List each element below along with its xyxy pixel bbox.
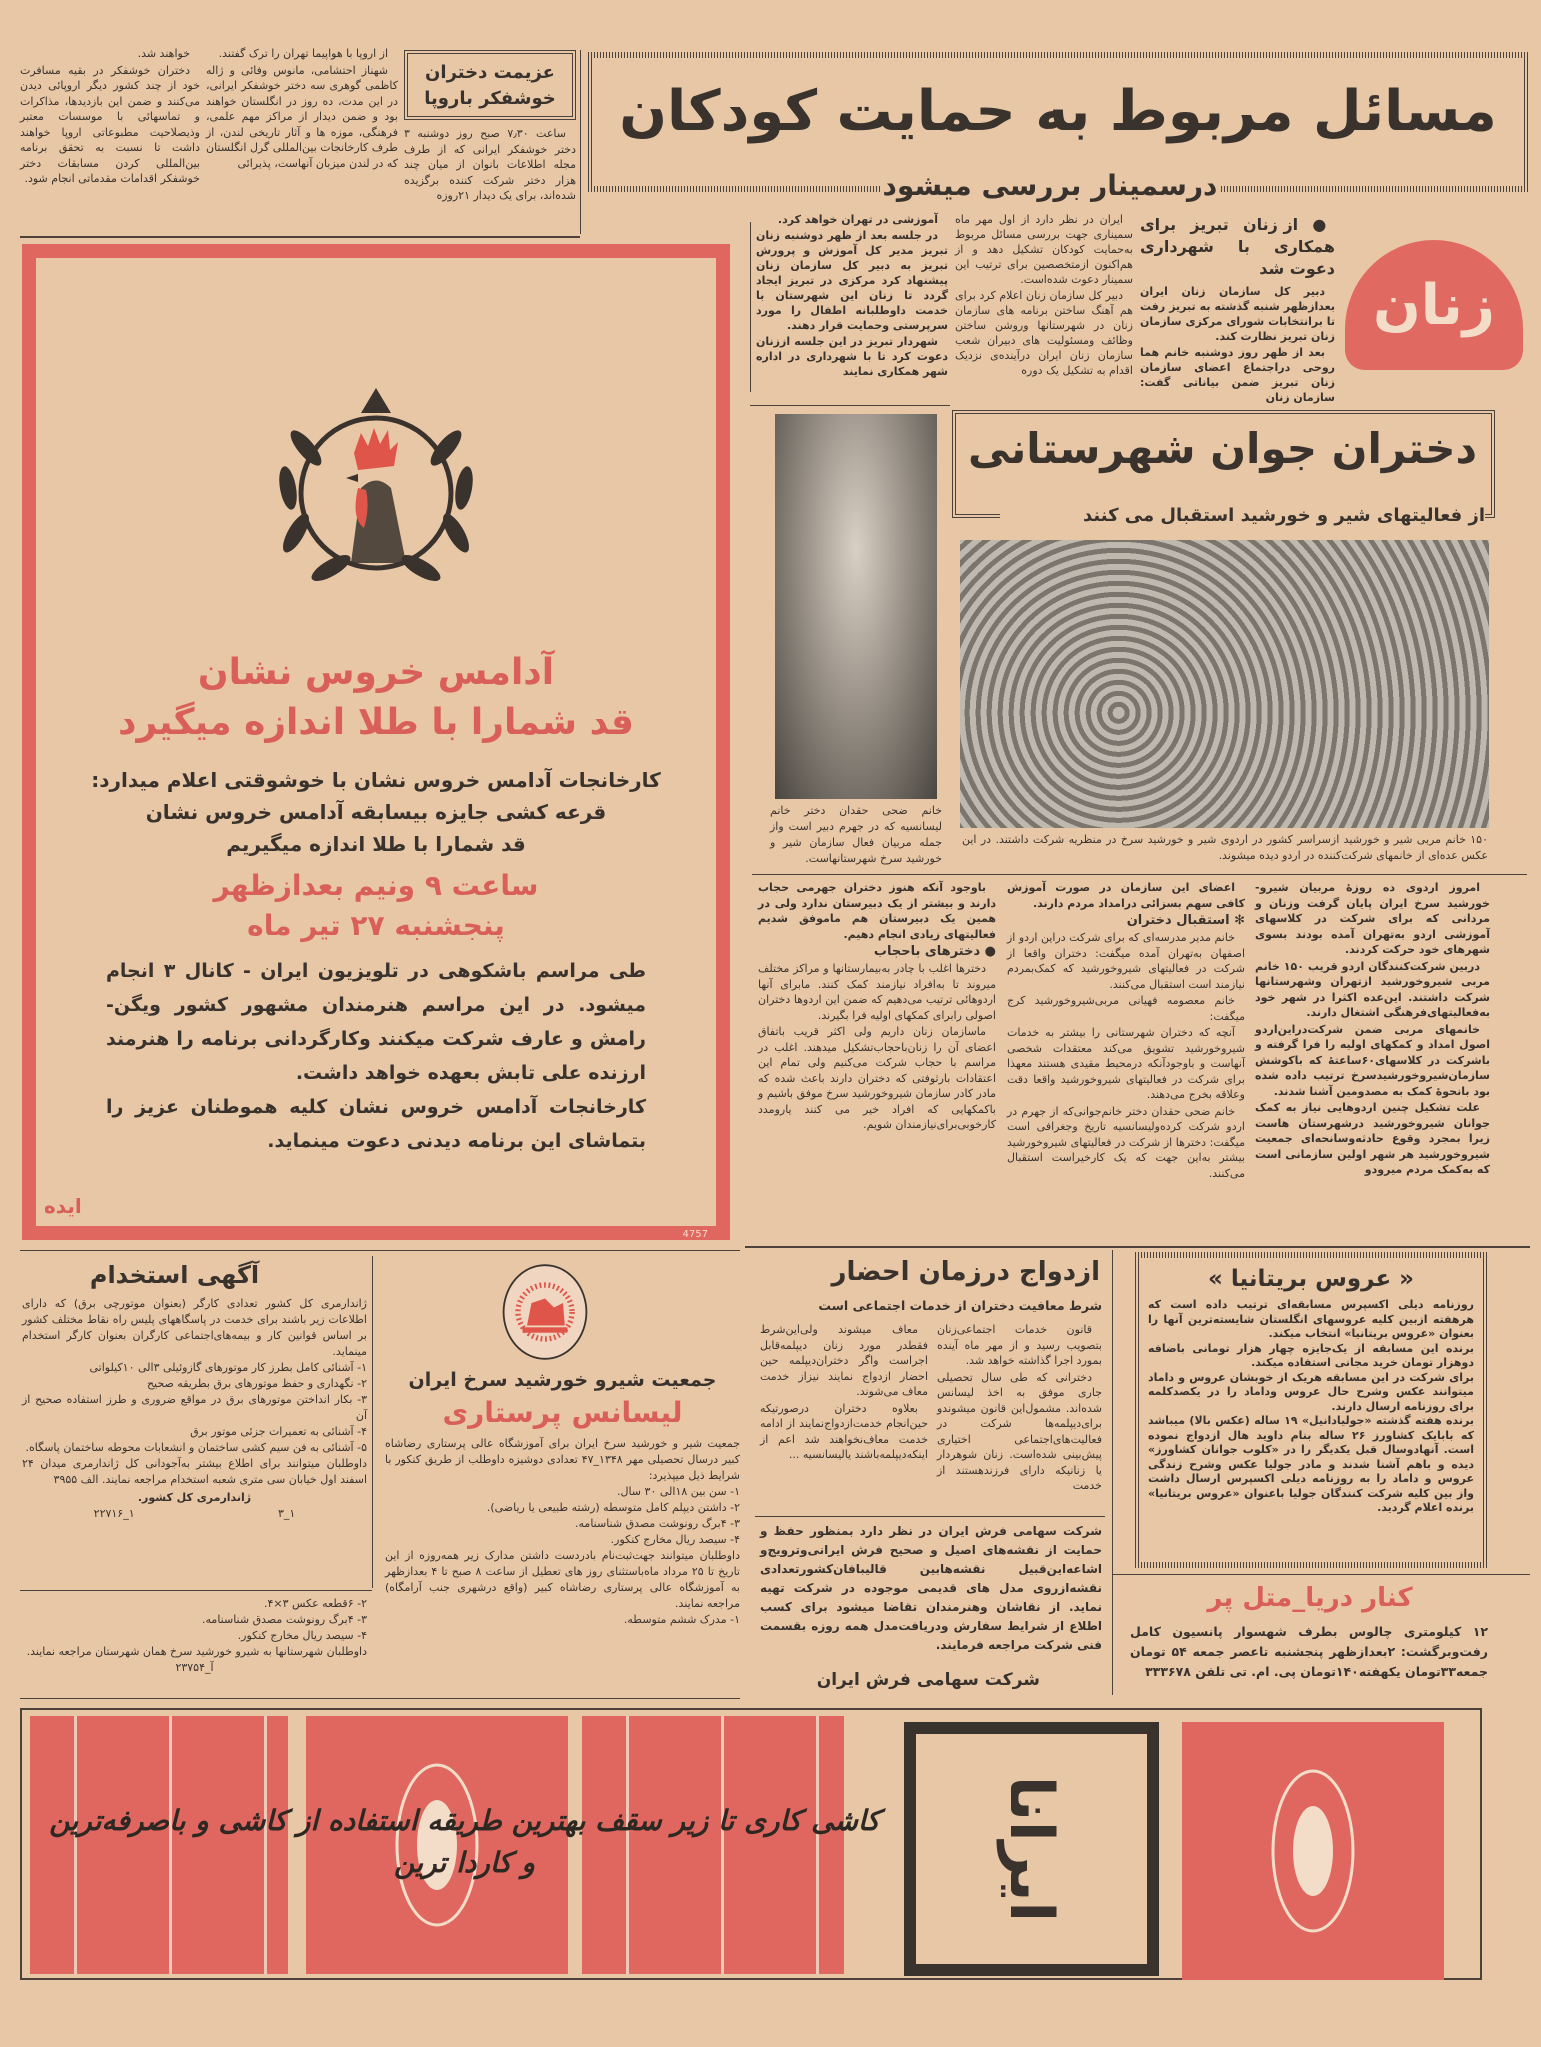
divider [750,405,950,406]
feature-subhead-hijab-text: دخترهای باحجاب [873,944,981,959]
nursing-item-last: ۱- مدرک ششم متوسطه. [623,1613,740,1626]
rooster-logo [266,378,486,598]
jobs-items [22,1360,367,1456]
paragraph: بعلاوه دختران درصورتیکه حین‌انجام خدمت‌ازدواج‌نمایند از ادامه خدمت معاف‌نخواهند شد اعم از اینکه‌دیپلمه‌باشند یالیسانسیه ... [760,1401,928,1461]
ad-line-1: کارخانجات آدامس خروس نشان با خوشوقتی اعلام میدارد: [91,768,661,792]
nursing-cont-body: داوطلبان شهرستانها به شیرو خورشید سرخ همان شهرستان مراجعه نمایند. [26,1645,367,1658]
jobs-ref-2: ۱_۳ [277,1507,296,1520]
paragraph: باوجود آنکه هنوز دختران جهرمی حجاب دارند و بیشتر از یک دبیرستان ندارد ولی در همین یک دبیرستان هم ماموفق شدیم فعالیتهای زیادی انجام دهیم. [758,881,996,941]
irana-brand: ایرانا [996,1775,1067,1923]
paragraph: ۱- آشنائی کامل بطرز کار موتورهای گازوئیلی ۳الی ۱۰کیلواتی [89,1361,367,1374]
ornament-icon [1182,1722,1444,1980]
group-photo [960,540,1489,828]
paragraph: ۵- آشنائی به فن سیم کشی ساختمان و انشعابات محوطه ساختمان پاسگاه. [25,1441,367,1454]
jobs-body: ژاندارمری کل کشور تعدادی کارگر (بعنوان موتورچی برق) که دارای اطلاعات زیر باشند برای خدمت در پاسگاههای پلیس راه نقاط مختلف کشور بر اساس قوانین کار و بیمه‌های‌اجتماعی کارگران بعنوان کارگر استخدام مینماید. [22,1297,367,1358]
feature-col-2b [1007,930,1245,1181]
carpet-ad-signature: شرکت سهامی فرش ایران [816,1670,1040,1690]
divider [580,50,581,234]
paragraph: دبیر کل سازمان زنان اعلام کرد برای هم آهنگ ساختن برنامه های سازمان زنان در شهرستانها وروشن ساختن وظائف ومسئولیت های دبیران شعب سازمان زنان ایران درآینده‌ی نزدیک اقدام به تشکیل یک دوره [955,289,1133,377]
ad-body-1: طی مراسم باشکوهی در تلویزیون ایران - کانال ۳ انجام میشود. در این مراسم هنرمندان مشهور کشور ویگن- رامش و عارف شرکت میکنند وکارگردانی برنامه را هنرمند ارزنده علی تابش بعهده خواهد داشت. [106,960,646,1084]
ad-line-3: قد شمارا با طلا اندازه میگیریم [226,832,526,856]
lead-col-3 [756,212,948,380]
rooster-comb-icon [354,428,398,470]
nursing-ref: آ_۲۳۷۵۴ [175,1661,214,1674]
paragraph: ۳- بکار انداختن موتورهای برق در مواقع ضروری و طرز استفاده صحیح از آن [22,1393,367,1422]
paragraph: امروز اردوی ده روزهٔ مربیان شیرو- خورشید سرخ ایران پایان گرفت وزنان و مردانی که برای شرکت در کلاسهای آموزشی اردو به‌تهران آمده بودند بسوی شهرهای خود حرکت کردند. [1255,881,1490,956]
paragraph: ۴- سیصد ریال مخارج کنکور. [610,1533,740,1546]
group-photo-caption: ۱۵۰ خانم مربی شیر و خورشید ازسراسر کشور در اردوی شیر و خورشید سرخ در منظریه شرکت داشتند. در این عکس عده‌ای از خانمهای شرکت‌کننده در اردو دیده میشوند. [962,833,1488,862]
paragraph: اعضای این سازمان در صورت آموزش کافی سهم بسزائی درامداد مردم دارند. [1007,881,1245,910]
carpet-ad-body: شرکت سهامی فرش ایران در نظر دارد بمنظور حفظ و حمایت از نقشه‌های اصیل و صحیح فرش ایرانی‌وترویج‌و اشاعه‌این‌قبیل نقشه‌هابین قالیبافان‌کشور‌تعدادی نقشه‌ازروی مدل های قدیمی موجوده در شرکت تهیه نماید. از نقاشان وهنرمندان تقاضا میشود برای کسب اطلاع از شرایط سفارش ودریافت‌مدل همه روزه بقسمت فنی شرکت مراجعه فرمایند. [760,1524,1102,1652]
paragraph: دخترانی که طی سال تحصیلی جاری موفق به اخذ لیسانس شده‌اند. مشمول‌این قانون میشوندو برای‌دیپلمه‌ها شرکت در فعالیت‌های‌اجتماعی اختیاری پیش‌بینی شده‌است. زنان شوهردار یا زنانیکه دارای فرزندهستند از خدمت [937,1370,1102,1492]
paragraph: ساعت ۷٫۳۰ صبح روز دوشنبه ۳ دختر خوشفکر ایرانی که از طرف مجله اطلاعات بانوان از میان چند هزار دختر شرکت کننده برگزیده شده‌اند، برای یک دیدار ۲۱روزه [404,127,576,202]
ad-title-2: قد شمارا با طلا اندازه میگیرد [118,702,634,743]
paragraph: از اروپا با هواپیما تهران را ترک گفتند. [218,47,388,60]
feature-col-3a [758,880,996,942]
jobs-ref-1: ۱_۲۲۷۱۶ [93,1507,135,1520]
paragraph: خانم ضحی حقدان دختر خانم‌جوانی‌که از جهرم در اردو شرکت کرده‌ولیسانسیه تاریخ وجغرافی است میگفت: دخترها از شرکت در فعالیتهای شیروخورشید بیشتر به‌این جهت که یک کارخیراست استقبال می‌کنند. [1007,1104,1245,1180]
nursing-continued [22,1596,367,1676]
paragraph: ۲- نگهداری و حفظ موتورهای برق بطریقه صحیح [146,1377,367,1390]
paragraph: برای شرکت در این مسابقه هریک از خوبشان عروس و داماد میتوانند عکس وشرح حال عروس وداماد را در یکصدکلمه برای روزنامه ارسال دارند. [1148,1370,1474,1413]
divider [20,1590,372,1591]
divider [372,1256,373,1588]
divider [755,1516,1105,1517]
paragraph: ایران در نظر دارد از اول مهر ماه سمیناری جهت بررسی مسائل مربوط به‌حمایت کودکان تشکیل دهد و از هم‌اکنون ازمتخصصین برای ترتیب این سمینار دعوت شده‌است. [955,213,1133,286]
paragraph: ۲- ۶قطعه عکس ۳×۴. [263,1597,367,1610]
wreath-top-icon [361,388,391,413]
europe-trip-col-1 [404,126,576,205]
paragraph: برنده این مسابقه از یک‌جایزه چهار هزار تومانی باضافه دوهزار تومان خرید مجانی استفاده میکند. [1148,1341,1474,1369]
nursing-body: جمعیت شیر و خورشید سرخ ایران برای آموزشگاه عالی پرستاری رضاشاه کبیر درسال تحصیلی مهر ۱۳۴۸_۴۷ تعدادی دوشیزه داوطلب از طریق کنکور با شرایط ذیل میپذیرد: [385,1437,740,1482]
paragraph: ۴- سیصد ریال مخارج کنکور. [237,1629,367,1642]
paragraph: بعد از ظهر روز دوشنبه خانم هما روحی دراجتماع اعضای سازمان زنان تبریز ضمن بیاناتی گفت: سازمان زنان [1140,346,1335,404]
paragraph: برنده هفته گذشته «جولیادانیل» ۱۹ ساله (عکس بالا) میباشد که بابایک کشاورز ۲۶ ساله بنام داوید هال ازدواج نموده است. آنهادوسال قبل یکدیگر را در «کلوب جوانان کشاورز» دیده و باهم آشنا شدند و مادر جولیا عکس وشرح زندگی عروس و داماد را به روزنامه دیلی اکسپرس ارسال داشت واز بین کلیه شرکت کنندگان جولیا باعنوان «عروس بریتانیا» برنده اعلام گردید. [1148,1414,1474,1514]
paragraph: علت تشکیل چنین اردوهایی نیاز به کمک جوانان شیروخورشید درشهرستان هاست زیرا بمجرد وقوع حادثه‌وسانحه‌ای جمعیت شیروخورشید هر شهر اولین سازمانی است که به‌کمک مردم میرودو [1255,1101,1490,1176]
lead-col-1 [1140,284,1335,406]
nursing-title: لیسانس پرستاری [442,1396,683,1429]
tile-ad-banner [20,1708,1482,1980]
paragraph: شهردار تبریز در این جلسه اززنان دعوت کرد تا با شهرداری در اداره شهر همکاری نمایند [756,335,948,378]
jobs-footer: داوطلبان میتوانند برای اطلاع بیشتر به‌آجودانی کل ژاندارمری میدان ۲۴ اسفند اول خیابان سی متری شعبه استخدام مراجعه نمایند. الف ۳۹۵۵ [22,1457,367,1486]
europe-trip-col-2 [206,46,398,172]
feature-col-2a [1007,880,1245,911]
beach-motel-body: ۱۲ کیلومتری چالوس بطرف شهسوار پانسیون کامل رفت‌وبرگشت: ۲بعدازظهر پنجشنبه تاعصر جمعه ۵۴ تومان جمعه۳۳تومان یکهفته۱۴۰تومان پی. ام. تی تلفن ۳۳۳۶۷۸ [1130,1624,1489,1679]
divider [745,1246,1530,1248]
feature-subhead-welcome [1007,912,1245,930]
lead-headline: مسائل مربوط به حمایت کودکان [619,79,1497,144]
paragraph: شهناز احتشامی، مانوس وفائی و ژاله کاظمی گوهری سه دختر خوشفکر ایرانی، در این مدت، ده روز در انگلستان خواهند بود و ضمن دیدار از مراکز مهم علمی، فرهنگی، موزه ها و آثار تاریخی لندن، از طرف کارخانجات بین‌المللی گرل انگلستان که در لندن میزبان آنهاست، پذیرائی [206,63,398,170]
ad-time-2: پنجشنبه ۲۷ تیر ماه [247,909,505,942]
nursing-body-2: داوطلبان میتوانند جهت‌ثبت‌نام بادردست داشتن مدارک زیر همه‌روزه از این تاریخ تا ۲۵ مرداد ماه‌باستثنای روز های تعطیل از ساعت ۸ صبح تا ۴ بعدازظهر به آموزشگاه عالی پرستاری رضاشاه کبیر (واقع درشهری جنب آرامگاه) مراجعه نمایند. [385,1549,740,1610]
paragraph: ۴- آشنائی به تعمیرات جزئی موتور برق [190,1425,367,1438]
jobs-title: آگهی استخدام [89,1261,260,1289]
europe-trip-col-3 [20,46,200,188]
nursing-cont-items [22,1596,367,1644]
feature-col-1 [1255,880,1490,1179]
ad-body-2: کارخانجات آدامس خروس نشان کلیه هموطنان عزیز را بتماشای این برنامه دیدنی دعوت مینماید. [106,1096,646,1152]
paragraph: آموزشی در تهران خواهد کرد. [777,213,938,226]
paragraph: معاف میشوند ولی‌این‌شرط فقطدر مورد زنان دیپلمه‌قابل اجراست واگر دختران‌دیپلمه حین احضار ازدواج نمایند نیزاز خدمت معاف می‌شوند. [760,1323,928,1398]
divider [20,1250,740,1251]
portrait-caption: خانم ضحی حقدان دختر خانم لیسانسیه که در جهرم دبیر است واز جمله مربیان فعال سازمان شیر و خورشید سرخ شهرستانهاست. [770,804,942,865]
paragraph: در جلسه بعد از ظهر دوشنبه زنان تبریز مدیر کل آموزش و پرورش تبریز به دبیر کل سازمان زنان پیشنهاد کرد مرکزی در تبریز ایجاد گردد تا زنان این شهرستان با خدمت داوطلبانه اطفال را مورد سرپرستی وحمایت قرار دهند. [756,229,948,332]
divider [1112,1574,1530,1575]
feature-headline: دختران جوان شهرستانی [967,424,1478,473]
divider [752,874,1527,875]
paragraph: قانون خدمات اجتماعی‌زنان بتصویب رسید و از مهر ماه آینده بمورد اجرا گذاشته خواهد شد. [937,1323,1102,1367]
paragraph: ۳- ۴برگ رونوشت مصدق شناسنامه. [575,1517,740,1530]
feature-subheadline: از فعالیتهای شیر و خورشید استقبال می کنند [1000,502,1485,530]
feature-col-3b [758,961,996,1133]
europe-trip-headline-box [404,50,576,120]
divider [20,236,580,238]
paragraph: آنچه که دختران شهرستانی را بیشتر به خدمات شیروخورشید تشویق می‌کند معتقدات شخصی آنهاست و باوجودآنکه درمحیط مقیدی هستند معهذا برای شرکت در فعالیتهای شیروخورشید واقعا دقت وعلاقه بخرج می‌دهند. [1007,1026,1245,1101]
paragraph: ۲- داشتن دیپلم کامل متوسطه (رشته طبیعی یا ریاضی). [486,1501,740,1514]
paragraph: ۳- ۴برگ رونوشت مصدق شناسنامه. [202,1613,367,1626]
jobs-signature: ژاندارمری کل کشور. [137,1491,252,1504]
nursing-ad [385,1366,740,1628]
lead-bullet-headline-text: از زنان تبریز برای همکاری با شهرداری دعوت شد [1140,215,1335,278]
paragraph: ماسازمان زنان داریم ولی اکثر قریب باتفاق اعضای آن را زنان‌باحجاب‌تشکیل میدهند. اغلب در مراسم با حجاب شرکت می‌کنیم ولی تمام این اعتقادات بارثوفتی که دختران دارند باعث شده که مادر کادر سازمان شیروخورشید سرخ موفق باشیم و باکمکهایی که افراد خیر می کنند یارومدد کارخوبی‌برای‌نیازمندان شویم. [758,1025,996,1131]
feature-subhead-hijab [758,943,996,961]
portrait-photo [775,414,937,799]
feature-col-2 [1007,880,1245,1182]
paragraph: دخترها اغلب با چادر به‌بیمارستانها و مراکز مختلف میروند تا به‌افراد نیازمند کمک کنند. مابرای آنها اردوهائی ترتیب می‌دهیم که ضمن این اردوها دختران اصولی رابرای کمکهای اولیه فرا بگیرند. [758,962,996,1022]
britannia-body [1148,1298,1474,1516]
lead-col-2 [955,212,1133,379]
paragraph: دختران خوشفکر در بقیه مسافرت خود از چند کشور دیگر اروپائی دیدن می‌کنند و ضمن این بازدیدها، مذاکرات و تماسهائی با موسسات معتبر وذیصلاحیت مطبوعاتی اروپا خواهند داشت تا نسبت به تحقق برنامه بین‌المللی کردن مسابقات دختر خوشفکر اقدامات مقدماتی انجام شود. [20,63,200,185]
jobs-ad [22,1258,367,1522]
nursing-items [385,1484,740,1548]
bullet-icon: ● [980,944,996,959]
bullet-icon: ● [1298,215,1335,234]
ad-code: 4757 [682,1229,708,1240]
tile-ad-slogan: کاشی کاری تا زیر سقف بهترین طریقه استفاده از کاشی و باصرفه‌ترین و کاردا ترین [49,1804,880,1879]
ad-title-1: آدامس خروس نشان [197,652,555,693]
zanan-logo [1345,240,1523,370]
paragraph: خانم مدیر مدرسه‌ای که برای شرکت دراین اردو از اصفهان به‌تهران آمده میگفت: دختران واقعا از شرکت در فعالیتهای شیروخورشید که کمک‌بمردم نیازمند است استقبال می‌کنند. [1007,931,1245,991]
paragraph: خانم معصومه فهیانی مربی‌شیروخورشید کرج میگفت: [1007,994,1245,1023]
nursing-org: جمعیت شیرو خورشید سرخ ایران [408,1369,717,1391]
irana-logo-box [904,1722,1159,1976]
paragraph: دربین شرکت‌کنندگان اردو قریب ۱۵۰ خانم مربی شیروخورشید ازتهران وشهرستانها شرکت داشتند. این‌عده اکثرا در شهر خود به‌فعالیتهای‌فرهنگی اشتغال دارند. [1255,959,1490,1019]
ad-agency-logo: ایده [44,1194,82,1218]
paragraph: خانمهای مربی ضمن شرکت‌دراین‌اردو اصول امداد و کمکهای اولیه را فرا گرفته و باشرکت در کلاسهای۶۰ساعتهٔ که باکوشش سازمان‌شیروخورشیدسرخ ترتیب داده شده بود بانحوهٔ کمک به مصدومین آشنا شدند. [1255,1022,1490,1098]
paragraph: ۱- سن بین ۱۸الی ۳۰ سال. [616,1485,740,1498]
paragraph: روزنامه دیلی اکسپرس مسابقه‌ای ترتیب داده است که هرهفته ازبین کلیه عروسهای انگلستان شایسته‌ترین آنها را بعنوان «عروس بریتانیا» انتخاب میکند. [1148,1298,1474,1340]
europe-trip-headline-1: عزیمت دختران [425,62,555,83]
asterisk-icon: ✻ [1229,913,1245,928]
paragraph: خواهند شد. [137,47,190,60]
divider [20,1698,740,1699]
marriage-col-1 [937,1322,1102,1495]
lead-bullet-headline [1140,214,1335,280]
paragraph: دبیر کل سازمان زنان ایران بعدازظهر شنبه گذشته به تبریز رفت تا برانتخابات شورای مرکزی سازمان زنان تبریز نظارت کند. [1140,285,1335,343]
ad-line-2: قرعه کشی جایزه بیسابقه آدامس خروس نشان [145,800,607,824]
zanan-logo-text: زنان [1372,272,1496,338]
beach-motel-headline: کنار دریا_متل پر [1207,1583,1413,1613]
lead-subheadline: درسمینار بررسی میشود [880,166,1220,206]
marriage-col-2 [760,1322,928,1464]
divider [750,222,751,392]
marriage-subheadline: شرط معافیت دختران از خدمات اجتماعی است [818,1298,1102,1313]
europe-trip-headline-2: خوشفکر باروپا [424,88,556,109]
tile-ornament-panel [1182,1722,1444,1980]
marriage-headline: ازدواج درزمان احضار [831,1257,1100,1287]
feature-subhead-welcome-text: استقبال دختران [1126,913,1230,928]
rooster-gum-ad [22,244,730,1240]
britannia-headline: « عروس بریتانیا » [1207,1266,1415,1292]
feature-col-3 [758,880,996,1134]
red-lion-sun-emblem [500,1262,590,1362]
ad-time-1: ساعت ۹ ونیم بعدازظهر [213,869,539,902]
divider [1112,1250,1113,1695]
